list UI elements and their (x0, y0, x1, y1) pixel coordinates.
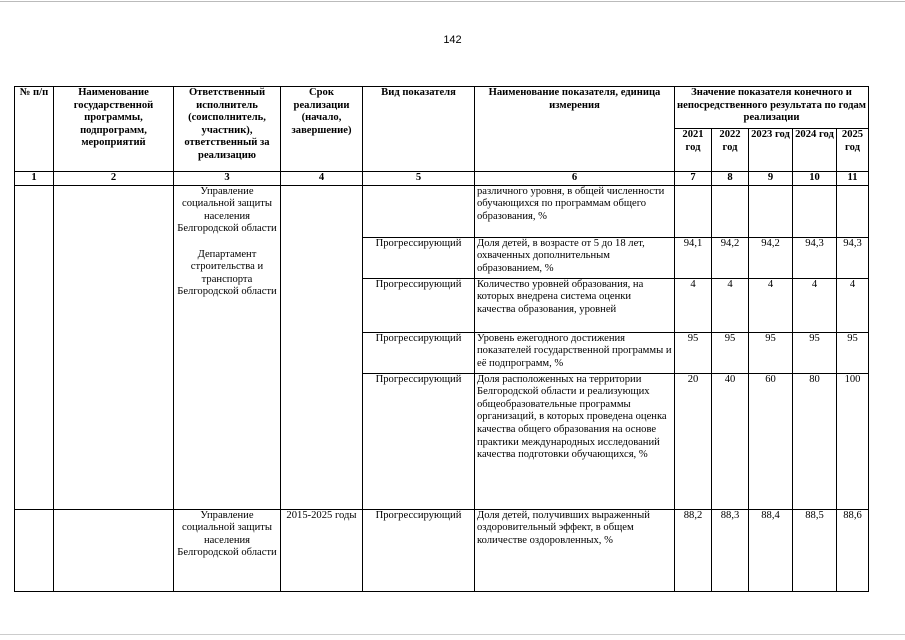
cell-term (281, 185, 363, 509)
cell-value: 95 (712, 332, 749, 373)
col-number: 5 (363, 172, 475, 186)
page-number: 142 (443, 34, 462, 46)
cell-num (15, 509, 54, 591)
cell-indicator-name: Доля детей, в возрасте от 5 до 18 лет, охваченных дополнительным образованием, % (475, 237, 675, 278)
cell-value: 95 (793, 332, 837, 373)
cell-indicator-name: различного уровня, в общей численности обучающихся по программам общего образования, % (475, 185, 675, 237)
cell-program-name (54, 185, 174, 509)
header-indicator-type: Вид показателя (363, 87, 475, 172)
cell-value: 95 (675, 332, 712, 373)
col-number: 11 (837, 172, 869, 186)
cell-value: 4 (837, 278, 869, 332)
table-row (15, 185, 869, 237)
cell-indicator-type: Прогрессирующий (363, 237, 475, 278)
cell-value: 88,4 (749, 509, 793, 591)
header-year-2024: 2024 год (793, 129, 837, 172)
col-number: 10 (793, 172, 837, 186)
col-number: 9 (749, 172, 793, 186)
cell-indicator-type: Прогрессирующий (363, 332, 475, 373)
cell-value: 94,3 (837, 237, 869, 278)
header-term: Срок реализации (начало, завершение) (281, 87, 363, 172)
cell-indicator-type (363, 185, 475, 237)
cell-value: 94,2 (749, 237, 793, 278)
cell-value: 88,2 (675, 509, 712, 591)
col-number: 8 (712, 172, 749, 186)
cell-value: 4 (793, 278, 837, 332)
cell-value: 4 (712, 278, 749, 332)
cell-indicator-name: Доля детей, получивших выраженный оздоровительный эффект, в общем количестве оздоровленных, % (475, 509, 675, 591)
cell-value: 100 (837, 373, 869, 509)
column-numbering-row (15, 172, 869, 186)
header-indicator-name: Наименование показателя, единица измерения (475, 87, 675, 172)
scan-edge-bottom (0, 634, 905, 635)
cell-value: 20 (675, 373, 712, 509)
cell-value: 4 (749, 278, 793, 332)
cell-value: 88,5 (793, 509, 837, 591)
cell-responsible: Управление социальной защиты населения Белгородской области Департамент строительства и транспорта Белгородской области (174, 185, 281, 509)
cell-indicator-type: Прогрессирующий (363, 509, 475, 591)
cell-indicator-type: Прогрессирующий (363, 278, 475, 332)
header-responsible: Ответственный исполнитель (соисполнитель, участник), ответственный за реализацию (174, 87, 281, 172)
cell-indicator-type: Прогрессирующий (363, 373, 475, 509)
cell-value: 60 (749, 373, 793, 509)
header-indicator-values: Значение показателя конечного и непосредственного результата по годам реализации (675, 87, 869, 129)
col-number: 3 (174, 172, 281, 186)
col-number: 2 (54, 172, 174, 186)
scan-edge-top (0, 1, 905, 2)
cell-indicator-name: Количество уровней образования, на которых внедрена система оценки качества образования, уровней (475, 278, 675, 332)
cell-value: 95 (837, 332, 869, 373)
table-row (15, 509, 869, 591)
header-year-2023: 2023 год (749, 129, 793, 172)
col-number: 1 (15, 172, 54, 186)
header-year-2021: 2021 год (675, 129, 712, 172)
cell-value: 94,1 (675, 237, 712, 278)
cell-value: 88,6 (837, 509, 869, 591)
col-number: 4 (281, 172, 363, 186)
cell-value: 40 (712, 373, 749, 509)
col-number: 6 (475, 172, 675, 186)
indicators-table (14, 86, 869, 592)
cell-value: 88,3 (712, 509, 749, 591)
cell-value: 80 (793, 373, 837, 509)
cell-responsible: Управление социальной защиты населения Белгородской области (174, 509, 281, 591)
cell-value: 94,3 (793, 237, 837, 278)
col-number: 7 (675, 172, 712, 186)
cell-value (675, 185, 712, 237)
cell-num (15, 185, 54, 509)
header-num: № п/п (15, 87, 54, 172)
cell-value: 95 (749, 332, 793, 373)
header-year-2025: 2025 год (837, 129, 869, 172)
cell-indicator-name: Уровень ежегодного достижения показателей государственной программы и её подпрограмм, % (475, 332, 675, 373)
cell-term: 2015-2025 годы (281, 509, 363, 591)
cell-value (793, 185, 837, 237)
cell-indicator-name: Доля расположенных на территории Белгородской области и реализующих общеобразовательные программы организаций, в которых проведена оценка качества общего образования на основе практики международных исследований качества подготовки обучающихся, % (475, 373, 675, 509)
cell-value (712, 185, 749, 237)
cell-program-name (54, 509, 174, 591)
header-year-2022: 2022 год (712, 129, 749, 172)
cell-value (837, 185, 869, 237)
cell-value: 94,2 (712, 237, 749, 278)
header-program-name: Наименование государственной программы, подпрограмм, мероприятий (54, 87, 174, 172)
cell-value (749, 185, 793, 237)
cell-value: 4 (675, 278, 712, 332)
